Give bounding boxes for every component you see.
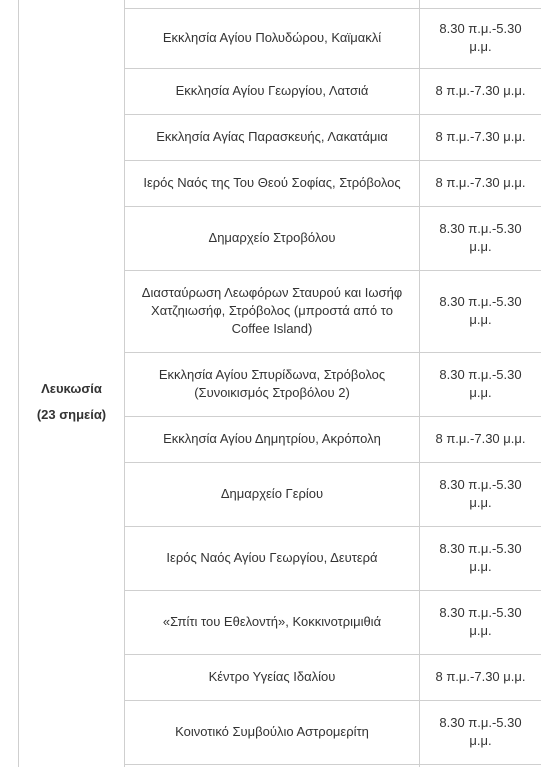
hours-cell: 8.30 π.μ.-5.30 μ.μ. — [420, 352, 542, 416]
hours-cell: 8.30 π.μ.-5.30 μ.μ. — [420, 700, 542, 764]
region-count: (23 σημεία) — [36, 407, 107, 422]
location-cell: «Σπίτι του Εθελοντή», Κοκκινοτριμιθιά — [125, 590, 420, 654]
location-cell: Ιερός Ναός της Του Θεού Σοφίας, Στρόβολος — [125, 160, 420, 206]
location-cell: Εκκλησία Αγίου Γεωργίου, Λατσιά — [125, 68, 420, 114]
location-cell: Ιερός Ναός Αγίου Γεωργίου, Δευτερά — [125, 526, 420, 590]
hours-cell: 8 π.μ.-7.30 μ.μ. — [420, 654, 542, 700]
hours-cell: 8 π.μ.-7.30 μ.μ. — [420, 416, 542, 462]
donation-points-table-container — [18, 0, 541, 767]
hours-cell: 8.30 π.μ.-5.30 μ.μ. — [420, 526, 542, 590]
location-cell: Εκκλησία Αγίας Παρασκευής, Λακατάμια — [125, 114, 420, 160]
hours-cell — [420, 0, 542, 8]
location-cell: Διασταύρωση Λεωφόρων Σταυρού και Ιωσήφ Χατζηιωσήφ, Στρόβολος (μπροστά από το Coffee Island) — [125, 270, 420, 352]
location-cell: Δημαρχείο Γερίου — [125, 462, 420, 526]
location-cell: Δημαρχείο Στροβόλου — [125, 206, 420, 270]
donation-points-table — [18, 0, 541, 767]
hours-cell: 8 π.μ.-7.30 μ.μ. — [420, 160, 542, 206]
region-name: Λευκωσία — [41, 381, 102, 396]
location-cell: Κοινοτικό Συμβούλιο Αστρομερίτη — [125, 700, 420, 764]
location-cell: Εκκλησία Αγίου Πολυδώρου, Καϊμακλί — [125, 8, 420, 68]
hours-cell: 8.30 π.μ.-5.30 μ.μ. — [420, 270, 542, 352]
location-cell: Κέντρο Υγείας Ιδαλίου — [125, 654, 420, 700]
hours-cell: 8.30 π.μ.-5.30 μ.μ. — [420, 206, 542, 270]
hours-cell: 8.30 π.μ.-5.30 μ.μ. — [420, 8, 542, 68]
location-cell — [125, 0, 420, 8]
hours-cell: 8.30 π.μ.-5.30 μ.μ. — [420, 462, 542, 526]
hours-cell: 8.30 π.μ.-5.30 μ.μ. — [420, 590, 542, 654]
hours-cell: 8 π.μ.-7.30 μ.μ. — [420, 68, 542, 114]
region-cell — [19, 0, 125, 767]
location-cell: Εκκλησία Αγίου Δημητρίου, Ακρόπολη — [125, 416, 420, 462]
table-row — [19, 0, 542, 8]
hours-cell: 8 π.μ.-7.30 μ.μ. — [420, 114, 542, 160]
location-cell: Εκκλησία Αγίου Σπυρίδωνα, Στρόβολος (Συνοικισμός Στροβόλου 2) — [125, 352, 420, 416]
